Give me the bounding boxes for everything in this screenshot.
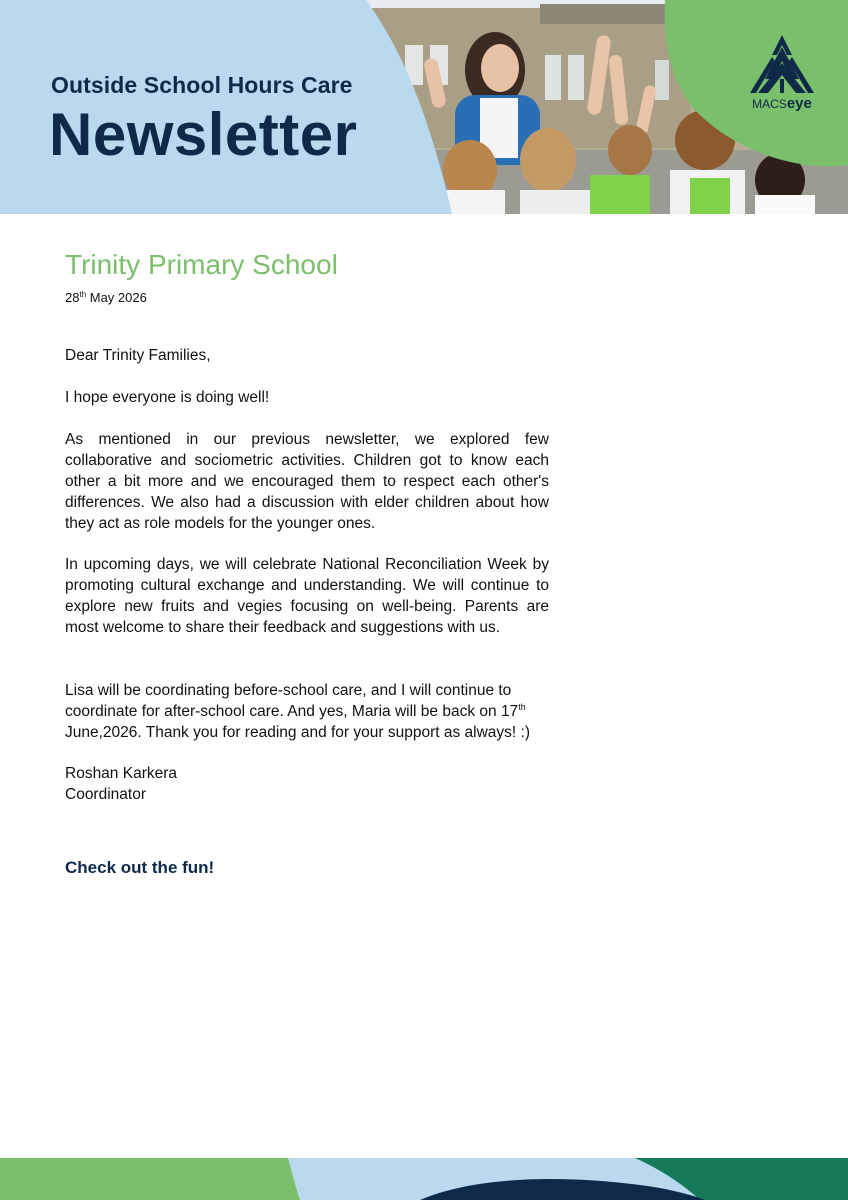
- newsletter-date: [65, 290, 147, 305]
- staffing-text-end: June,2026. Thank you for reading and for your support as always! :): [65, 724, 530, 741]
- footer-band: [0, 1158, 848, 1200]
- check-out-heading: Check out the fun!: [65, 858, 215, 877]
- header-subtitle: Outside School Hours Care: [51, 72, 353, 98]
- signoff-name: Roshan Karkera: [65, 765, 178, 782]
- intro-line: I hope everyone is doing well!: [65, 389, 270, 406]
- logo-wordmark: [744, 95, 820, 112]
- paragraph-activities: As mentioned in our previous newsletter, we explored few collaborative and sociometric activities. Children got to know each other a bit more and we encouraged them to respect each other's differences. We also had a discussion with elder children about how they act as role models for the younger ones.: [65, 431, 549, 532]
- logo-prefix: MACS: [752, 97, 787, 111]
- header-title: Newsletter: [49, 101, 358, 168]
- paragraph-staffing: [65, 680, 535, 743]
- signoff-role: Coordinator: [65, 786, 146, 803]
- macseye-logo-icon: [746, 33, 818, 95]
- date-rest: May 2026: [86, 290, 147, 305]
- footer-shapes: [0, 1158, 848, 1200]
- greeting: Dear Trinity Families,: [65, 347, 211, 364]
- date-suffix: th: [79, 290, 87, 299]
- paragraph-upcoming: In upcoming days, we will celebrate National Reconciliation Week by promoting cultural exchange and understanding. We will continue to explore new fruits and vegies focusing on well-being. Parents are most welcome to share their feedback and suggestions with us.: [65, 556, 549, 636]
- staffing-text-start: Lisa will be coordinating before-school care, and I will continue to coordinate for after-school care. And yes, Maria will be back on 17: [65, 682, 519, 720]
- macseye-logo: [744, 33, 820, 118]
- date-day: 28: [65, 290, 80, 305]
- logo-suffix: eye: [786, 95, 812, 112]
- header-banner: [0, 0, 848, 214]
- school-name: Trinity Primary School: [65, 249, 338, 280]
- staffing-date-suffix: th: [518, 702, 526, 712]
